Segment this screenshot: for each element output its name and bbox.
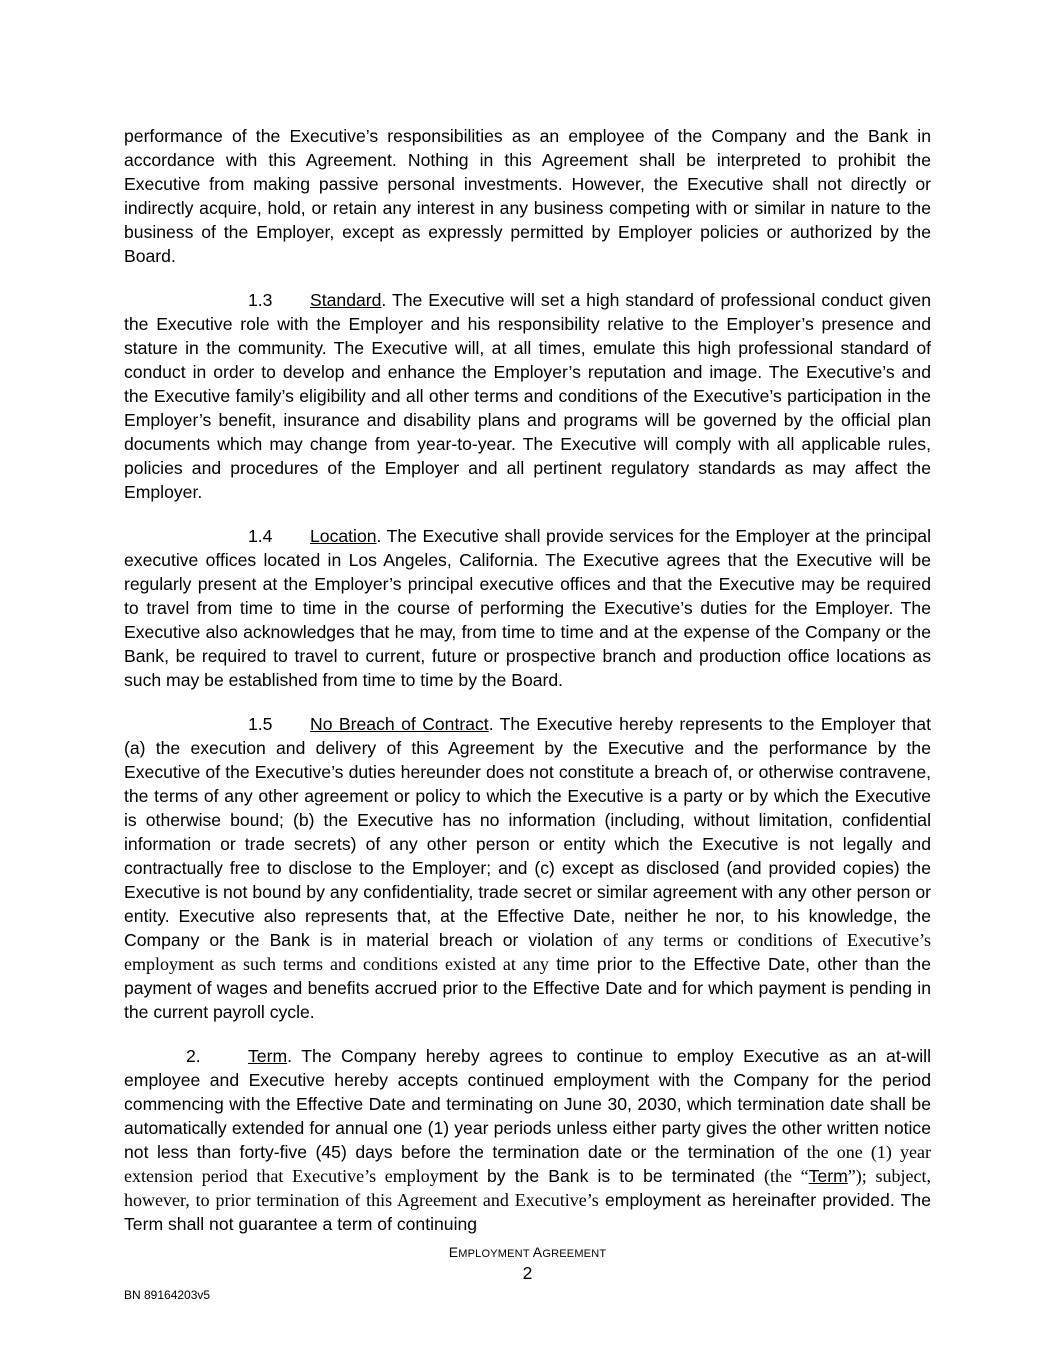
footer-title-smallcaps: GREEMENT: [542, 1248, 607, 1260]
section-text: time prior to the Effective Date, other than the payment of wages and benefits accrued prior to the Effective Date and for which payment is pending in the current payroll cycle.: [124, 954, 931, 1022]
section-text: . The Executive shall provide services for the Employer at the principal executive offices located in Los Angeles, California. The Executive agrees that the Executive will be regularly present at the Employer’s principal executive offices and that the Executive may be required to travel from time to time in the course of performing the Executive’s duties for the Employer. The Executive also acknowledges that he may, from time to time and at the expense of the Company or the Bank, be required to travel to current, future or prospective branch and production office locations as such may be established from time to time by the Board.: [124, 526, 931, 690]
section-text-serif: ”); subject, however, to prior termination of this Agreement and Executive’s: [124, 1166, 931, 1210]
section-text: . The Executive will set a high standard of professional conduct given the Executive role with the Employer and his responsibility relative to the Employer’s presence and stature in the community. The Executive will, at all times, emulate this high professional standard of conduct in order to develop and enhance the Employer’s reputation and image. The Executive’s and the Executive family’s eligibility and all other terms and conditions of the Executive’s participation in the Employer’s benefit, insurance and disability plans and programs will be governed by the official plan documents which may change from year-to-year. The Executive will comply with all applicable rules, policies and procedures of the Employer and all pertinent regulatory standards as may affect the Employer.: [124, 290, 931, 502]
section-heading: Location: [310, 526, 377, 546]
section-number: 1.3: [248, 290, 273, 310]
section-heading: Standard: [310, 290, 382, 310]
section-heading: Term: [248, 1046, 288, 1066]
section-text: ment by the Bank is to be terminated: [438, 1166, 764, 1186]
section-text: . The Executive hereby represents to the Employer that (a) the execution and delivery of this Agreement by the Executive and the performance by the Executive of the Executive’s duties hereunder does not constitute a breach of, or otherwise contravene, the terms of any other agreement or policy to which the Executive is a party or by which the Executive is otherwise bound; (b) the Executive has no information (including, without limitation, confidential information or trade secrets) of any other person or entity which the Executive is not legally and contractually free to disclose to the Employer; and (c) except as disclosed (and provided copies) the Executive is not bound by any confidentiality, trade secret or similar agreement with any other person or entity. Executive also represents that, at the Effective Date, neither he nor, to his knowledge, the Company or the Bank is in material breach or violation: [124, 714, 931, 950]
section-1-3: [124, 288, 931, 504]
section-2-term: [124, 1044, 931, 1236]
footer-title-cap: A: [532, 1244, 543, 1260]
section-text: . The Company hereby agrees to continue to employ Executive as an at-will employee and Executive hereby accepts continued employment with the Company for the period commencing with the Effective Date and terminating on June 30, 2030, which termination date shall be automatically extended for annual one (1) year periods unless either party gives the other written notice not less than forty-five (45) days before the termination date or the termination of: [124, 1046, 931, 1162]
footer-document-title: [0, 1244, 1055, 1260]
footer-title-smallcaps: MPLOYMENT: [458, 1248, 533, 1260]
section-text-serif: the one (1) year extension period that Executive’s employ: [124, 1142, 931, 1186]
section-text-serif: (the “: [763, 1166, 809, 1186]
section-heading: No Breach of Contract: [310, 714, 489, 734]
defined-term: Term: [808, 1166, 848, 1186]
section-number: 2.: [186, 1046, 201, 1066]
paragraph-continuation: performance of the Executive’s responsibilities as an employee of the Company and the Bank in accordance with this Agreement. Nothing in this Agreement shall be interpreted to prohibit the Executive from making passive personal investments. However, the Executive shall not directly or indirectly acquire, hold, or retain any interest in any business competing with or similar in nature to the business of the Employer, except as expressly permitted by Employer policies or authorized by the Board.: [124, 126, 931, 266]
section-text-serif: of any terms or conditions of Executive’s employment as such terms and conditions existed at any: [124, 930, 931, 974]
section-number: 1.4: [248, 526, 273, 546]
footer-title-cap: E: [448, 1244, 459, 1260]
section-number: 1.5: [248, 714, 273, 734]
section-1-4: [124, 524, 931, 692]
section-text: employment as hereinafter provided. The Term shall not guarantee a term of continuing: [124, 1190, 931, 1234]
section-1-5: [124, 712, 931, 1024]
page-number: 2: [522, 1263, 533, 1283]
document-id: BN 89164203v5: [124, 1288, 211, 1302]
document-body: [124, 124, 931, 1256]
